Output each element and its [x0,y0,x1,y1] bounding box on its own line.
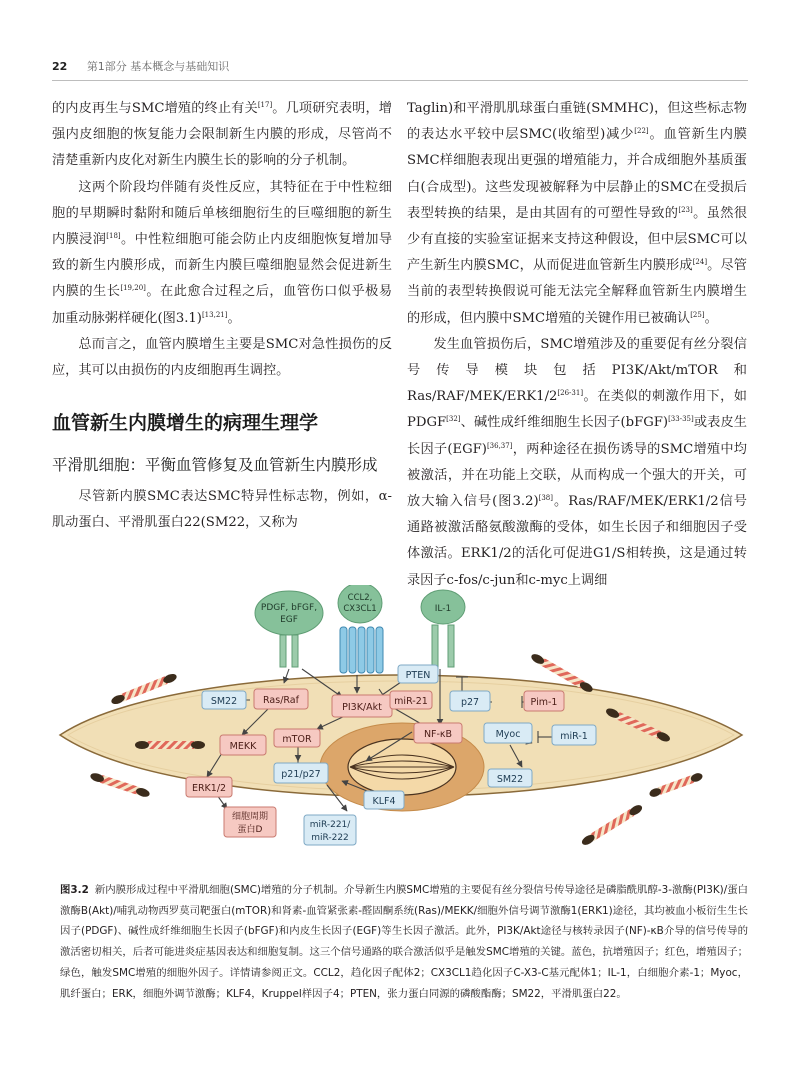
box-klf4 [364,791,404,809]
box-erk12 [186,777,232,797]
box-pi3k-akt [332,695,392,717]
running-header [52,58,229,74]
svg-text:miR-222: miR-222 [311,833,349,843]
svg-text:ERK1/2: ERK1/2 [191,783,227,794]
ligand-pdgf-bfgf-egf [255,591,323,667]
box-mtor [274,729,320,747]
figure-smc-signaling [52,585,748,865]
gpcr-receptor [340,627,383,673]
svg-text:CX3CL1: CX3CL1 [343,604,377,614]
ligand-ccl2-cx3cl1 [338,585,383,673]
svg-text:p27: p27 [460,697,480,708]
box-p27 [450,691,490,711]
svg-text:蛋白D: 蛋白D [237,825,263,835]
box-mir21 [390,691,432,709]
section-title: 第1部分 基本概念与基础知识 [86,60,230,73]
svg-text:细胞周期: 细胞周期 [231,812,269,822]
svg-text:Pim-1: Pim-1 [530,697,558,708]
svg-text:IL-1: IL-1 [434,604,452,614]
paragraph: 的内皮再生与SMC增殖的终止有关[17]。几项研究表明，增强内皮细胞的恢复能力会限制新生内膜的形成，尽管尚不清楚重新内皮化对新生内膜生长的影响的分子机制。 [52,101,392,169]
svg-text:SM22: SM22 [496,774,524,785]
svg-text:SM22: SM22 [210,696,238,707]
box-p21-p27 [274,763,328,783]
subsection-heading: 平滑肌细胞：平衡血管修复及血管新生内膜形成 [52,456,378,475]
svg-text:CCL2,: CCL2, [347,593,373,603]
left-column [52,96,392,537]
svg-text:PTEN: PTEN [405,670,431,681]
caption-text: 新内膜形成过程中平滑肌细胞(SMC)增殖的分子机制。介导新生内膜SMC增殖的主要促有丝分裂信号传导途径是磷脂酰肌醇-3-激酶(PI3K)/蛋白激酶B(Akt)/哺乳动物西罗莫司靶蛋白(mTOR)和肾素-血管紧张素-醛固酮系统(Ras)/MEKK/细胞外信号调节激酶1(ERK1)途径，其均被血小板衍生生长因子(PDGF)、碱性成纤维细胞生长因子(bFGF)和内皮生长因子(EGF)等生长因子激活。此外，PI3K/Akt途径与核转录因子(NF)-κB介导的信号传导的激活密切相关，后者可能进炎症基因表达和细胞复制。这三个信号通路的联合激活似乎是触发SMC增殖的关键。蓝色，抗增殖因子；红色，增殖因子；绿色，触发SMC增殖的细胞外因子。详情请参阅正文。CCL2，趋化因子配体2；CX3CL1趋化因子C-X3-C基元配体1；IL-1，白细胞介素-1；Myoc，肌纤蛋白；ERK，细胞外调节激酶；KLF4，Kruppel样因子4；PTEN，张力蛋白同源的磷酸酯酶；SM22，平滑肌蛋白22。 [60,884,748,1000]
box-pten [398,665,438,683]
svg-text:EGF: EGF [280,615,298,625]
box-mir221-222 [304,815,356,845]
svg-text:miR-1: miR-1 [560,731,588,742]
box-nfkb [414,723,462,743]
box-mir1 [552,725,596,745]
svg-text:miR-21: miR-21 [394,696,428,707]
svg-text:Ras/Raf: Ras/Raf [263,695,299,706]
paragraph: Taglin)和平滑肌肌球蛋白重链(SMMHC)，但这些标志物的表达水平较中层SMC(收缩型)减少[22]。血管新生内膜SMC样细胞表现出更强的增殖能力，并合成细胞外基质蛋白(合成型)。这些发现被解释为中层静止的SMC在受损后表型转换的结果，是由其固有的可塑性导致的[23]。虽然很少有直接的实验室证据来支持这种假设，但中层SMC可以产生新生内膜SMC，从而促进血管新生内膜形成[24]。尽管当前的表型转换假说可能无法完全解释血管新生内膜增生的形成，但内膜中SMC增殖的关键作用已被确认[25]。 [407,101,748,326]
paragraph: 尽管新内膜SMC表达SMC特异性标志物，例如，α-肌动蛋白、平滑肌蛋白22(SM22，又称为 [52,489,392,531]
box-ras-raf [254,689,308,709]
box-sm22-left [202,691,246,709]
paragraph: 这两个阶段均伴随有炎性反应，其特征在于中性粒细胞的早期瞬时黏附和随后单核细胞衍生的巨噬细胞的新生内膜浸润[18]。中性粒细胞可能会防止内皮细胞恢复增加导致的新生内膜形成，而新生内膜巨噬细胞显然会促进新生内膜的生长[19,20]。在此愈合过程之后，血管伤口似乎极易加重动脉粥样硬化(图3.1)[13,21]。 [52,179,393,326]
page-number: 22 [52,60,68,73]
right-column [407,96,747,594]
ligand-il1 [421,590,465,667]
svg-text:Myoc: Myoc [495,729,521,740]
svg-text:p21/p27: p21/p27 [281,769,321,780]
svg-text:mTOR: mTOR [282,734,312,745]
section-heading: 血管新生内膜增生的病理生理学 [52,412,319,435]
paragraph: 发生血管损伤后，SMC增殖涉及的重要促有丝分裂信号传导模块包括PI3K/Akt/mTOR和Ras/RAF/MEK/ERK1/2[26-31]。在类似的刺激作用下，如PDGF[32]、碱性成纤维细胞生长因子(bFGF)[33-35]或表皮生长因子(EGF)[36,37]，两种途径在损伤诱导的SMC增殖中均被激活，并在功能上交联，从而构成一个强大的开关，可放大输入信号(图3.2)[38]。Ras/RAF/MEK/ERK1/2信号通路被激活酪氨酸激酶的受体，如生长因子和细胞因子受体激活。ERK1/2的活化可促进G1/S相转换，这是通过转录因子c-fos/c-jun和c-myc上调细 [407,336,747,588]
svg-text:KLF4: KLF4 [372,796,396,807]
svg-text:PI3K/Akt: PI3K/Akt [342,702,382,713]
figure-label: 图3.2 [60,884,89,896]
paragraph: 总而言之，血管内膜增生主要是SMC对急性损伤的反应，其可以由损伤的内皮细胞再生调控。 [52,336,392,379]
box-sm22-right [488,769,532,787]
svg-text:MEKK: MEKK [229,741,257,752]
header-rule [52,80,748,81]
svg-text:PDGF, bFGF,: PDGF, bFGF, [260,603,318,613]
figure-caption [60,880,748,1004]
svg-text:miR-221/: miR-221/ [309,820,351,830]
box-cyclin-d [224,807,276,837]
box-myoc [484,723,532,743]
box-pim1 [524,691,564,711]
box-mekk [220,735,266,755]
svg-text:NF-κB: NF-κB [423,729,453,740]
